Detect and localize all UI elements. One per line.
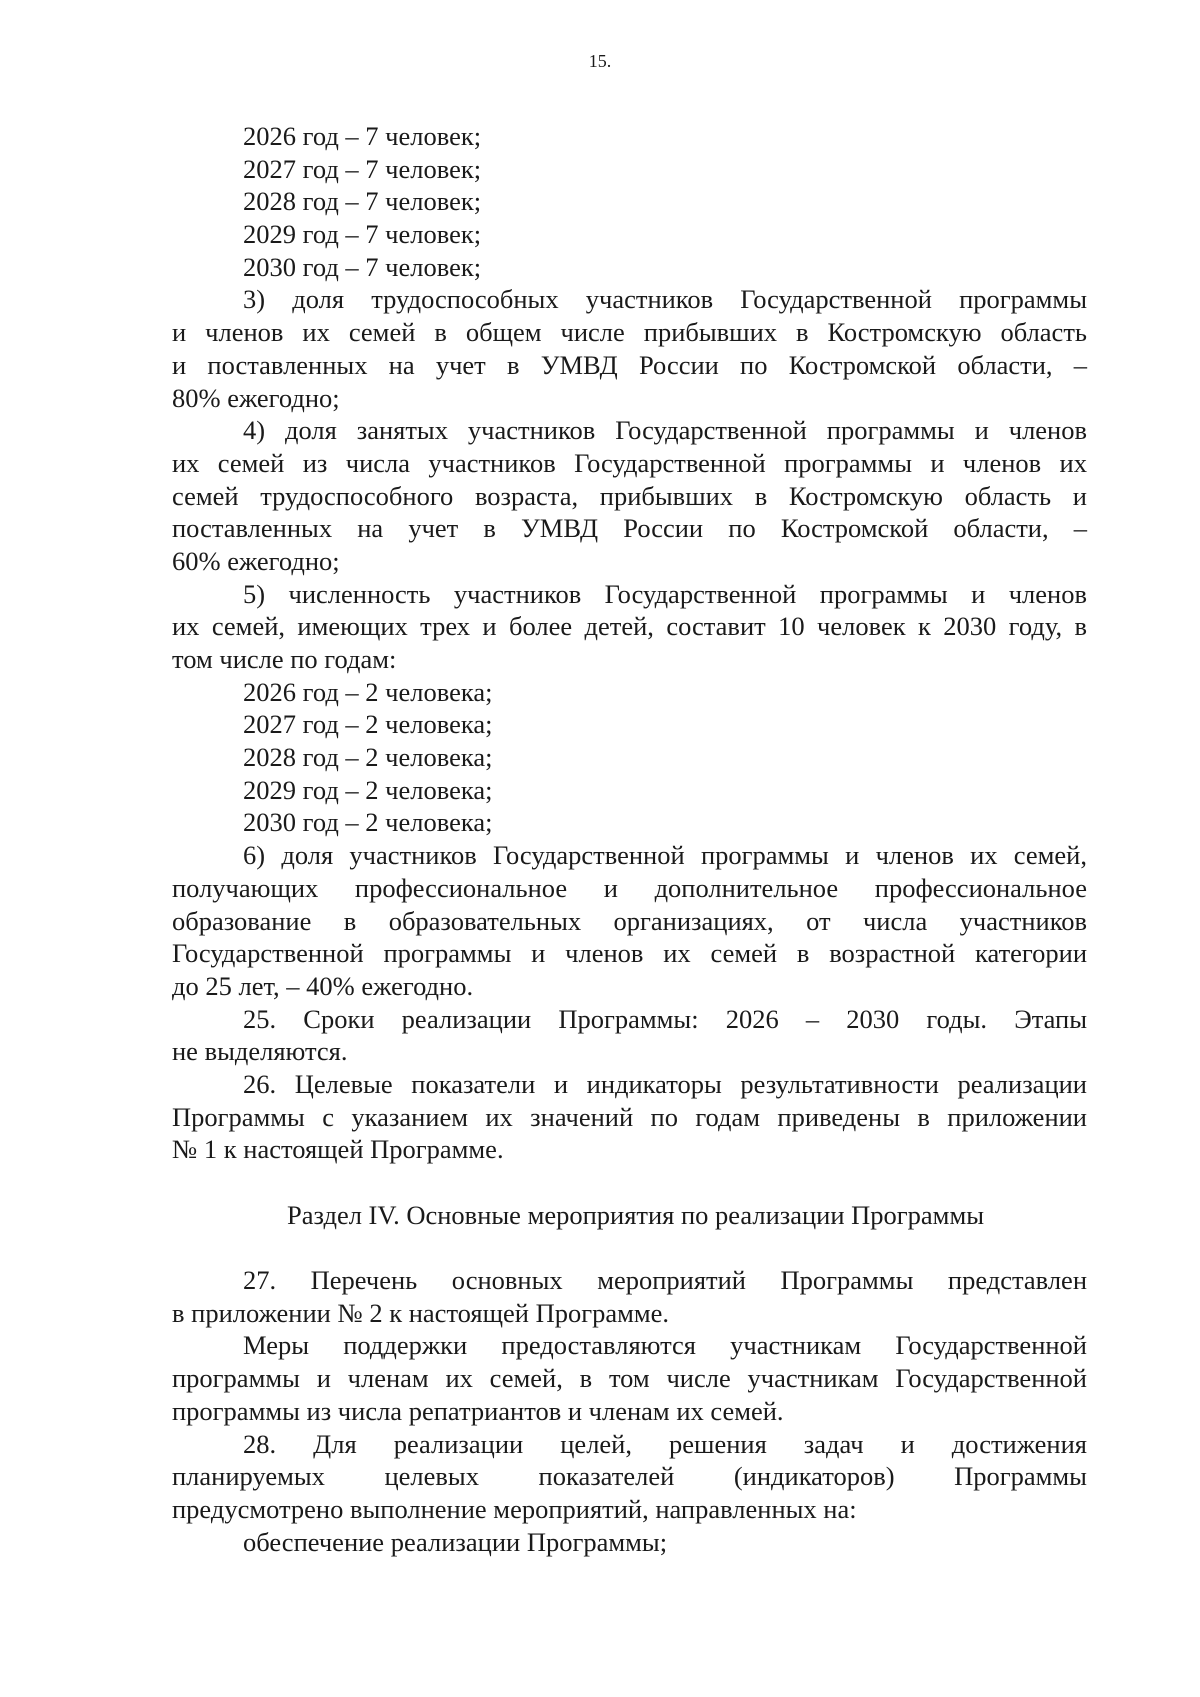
text-line: 26. Целевые показатели и индикаторы результативности реализации [243,1068,1087,1099]
text-line: 2029 год – 7 человек; [243,219,482,250]
text-line: 60% ежегодно; [172,545,340,576]
text-line: 4) доля занятых участников Государственной программы и членов [243,415,1087,446]
text-line: 27. Перечень основных мероприятий Программы представлен [243,1265,1087,1296]
text-line: 25. Сроки реализации Программы: 2026 – 2030 годы. Этапы [243,1003,1087,1034]
spacer [172,1166,1087,1199]
text-line: Государственной программы и членов их семей в возрастной категории [172,938,1087,969]
text-line: их семей из числа участников Государственной программы и членов их [172,447,1087,478]
text-line: и членов их семей в общем числе прибывших в Костромскую область [172,317,1087,348]
text-line: программы и членам их семей, в том числе участникам Государственной [172,1363,1087,1394]
text-line: 2028 год – 7 человек; [243,186,482,217]
text-line: не выделяются. [172,1036,348,1067]
text-line: и поставленных на учет в УМВД России по Костромской области, – [172,349,1087,380]
text-line: 2027 год – 2 человека; [243,709,493,740]
text-line: 2028 год – 2 человека; [243,742,493,773]
text-line: программы из числа репатриантов и членам их семей. [172,1395,784,1426]
text-line: 2030 год – 7 человек; [243,251,482,282]
text-line: 80% ежегодно; [172,382,340,413]
section-heading: Раздел IV. Основные мероприятия по реализации Программы [286,1199,985,1230]
text-line: 28. Для реализации целей, решения задач и достижения [243,1428,1087,1459]
text-line: 2027 год – 7 человек; [243,153,482,184]
text-line: 2026 год – 7 человек; [243,121,482,151]
text-line: 3) доля трудоспособных участников Государственной программы [243,284,1087,315]
text-line: Программы с указанием их значений по годам приведены в приложении [172,1101,1087,1132]
spacer [172,1231,1087,1264]
text-line: их семей, имеющих трех и более детей, составит 10 человек к 2030 году, в [172,611,1087,642]
text-line: образование в образовательных организациях, от числа участников [172,905,1087,936]
text-line: до 25 лет, – 40% ежегодно. [172,970,474,1001]
text-line: Меры поддержки предоставляются участникам Государственной [243,1330,1087,1361]
text-line: 5) численность участников Государственной программы и членов [243,578,1087,609]
text-line: предусмотрено выполнение мероприятий, направленных на: [172,1493,857,1524]
text-line: 6) доля участников Государственной программы и членов их семей, [243,840,1087,871]
text-line: планируемых целевых показателей (индикаторов) Программы [172,1461,1087,1492]
text-line: том числе по годам: [172,644,397,674]
text-line: семей трудоспособного возраста, прибывших в Костромскую область и [172,480,1087,511]
text-line: получающих профессиональное и дополнительное профессиональное [172,872,1087,903]
text-line: 2030 год – 2 человека; [243,807,493,838]
text-line: 2029 год – 2 человека; [243,774,493,805]
page-number: 15. [588,51,612,71]
text-line: обеспечение реализации Программы; [243,1526,668,1557]
text-line: № 1 к настоящей Программе. [172,1134,504,1165]
text-line: 2026 год – 2 человека; [243,676,493,707]
text-line: поставленных на учет в УМВД России по Костромской области, – [172,513,1087,544]
document-body [172,120,1087,1558]
text-line: в приложении № 2 к настоящей Программе. [172,1297,670,1328]
